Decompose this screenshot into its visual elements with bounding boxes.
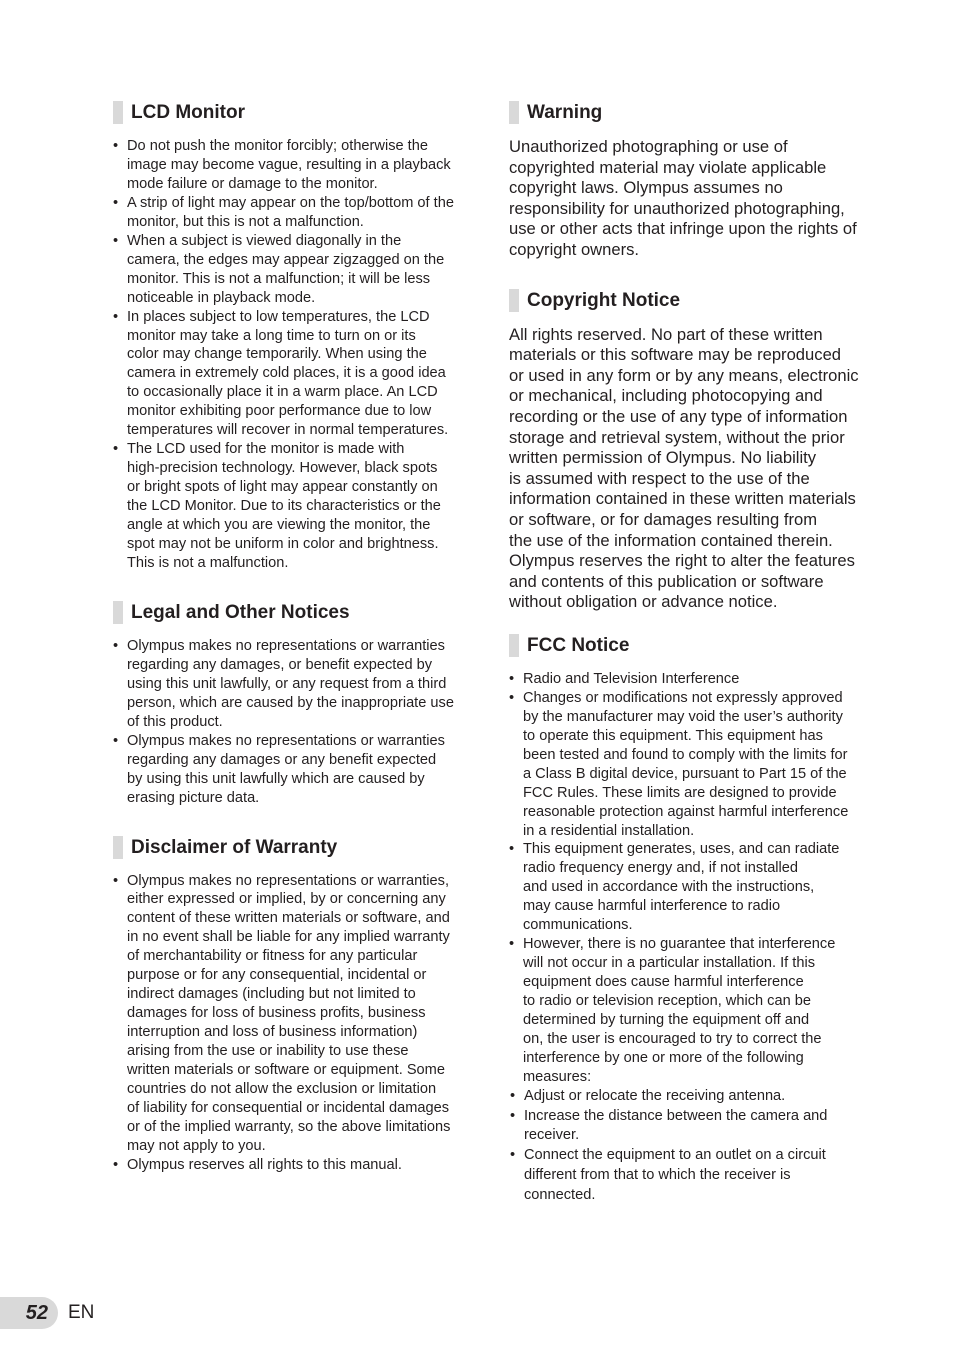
fcc-notice-section xyxy=(509,633,879,1206)
list-item: • The LCD used for the monitor is made with high-precision technology. However, black spots or bright spots of light may appear constantly on the LCD Monitor. Due to its characteristics or the angle at which you are viewing the monitor, the spot may not be uniform in color and brightness. This is not a malfunction. xyxy=(113,440,485,573)
section-heading: Copyright Notice xyxy=(509,288,879,314)
paragraph: Unauthorized photographing or use of copyrighted material may violate applicable copyright laws. Olympus assumes no responsibility for unauthorized photographing, use or other acts that infringe upon the rights of copyright owners. xyxy=(509,137,857,259)
bullet-list xyxy=(113,137,485,573)
section-heading: Warning xyxy=(509,100,879,126)
paragraph: All rights reserved. No part of these written materials or this software may be reproduced or used in any form or by any means, electronic or mechanical, including photocopying and recording or the use of any type of information storage and retrieval system, without the prior written permission of Olympus. No liability is assumed with respect to the use of the information contained in these written materials or software, or for damages resulting from the use of the information contained therein. Olympus reserves the right to alter the features and contents of this publication or software without obligation or advance notice. xyxy=(509,324,859,612)
right-column xyxy=(509,100,879,1233)
copyright-notice-section xyxy=(509,288,879,613)
legal-notices-section xyxy=(113,600,485,808)
list-item: • Olympus makes no representations or warranties regarding any damages or any benefit expected by using this unit lawfully which are caused by erasing picture data. xyxy=(113,732,485,808)
bullet-list xyxy=(113,637,485,808)
sub-bullet-list xyxy=(510,1087,879,1206)
list-item: • Increase the distance between the camera and receiver. xyxy=(510,1107,879,1147)
section-heading: LCD Monitor xyxy=(113,100,485,126)
list-item: • Changes or modifications not expressly approved by the manufacturer may void the user’s authority to operate this equipment. This equipment has been tested and found to comply with the limits for a Class B digital device, pursuant to Part 15 of the FCC Rules. These limits are designed to provide reasonable protection against harmful interference in a residential installation. xyxy=(509,689,879,841)
section-heading: FCC Notice xyxy=(509,633,879,659)
list-item: • A strip of light may appear on the top/bottom of the monitor, but this is not a malfunction. xyxy=(113,194,485,232)
section-heading: Legal and Other Notices xyxy=(113,600,485,626)
bullet-list xyxy=(113,872,485,1175)
page-number-tab xyxy=(0,1297,58,1329)
list-item: • This equipment generates, uses, and can radiate radio frequency energy and, if not installed and used in accordance with the instructions, may cause harmful interference to radio communications. xyxy=(509,840,879,935)
language-code: EN xyxy=(68,1302,95,1323)
bullet-list xyxy=(509,670,879,1087)
left-column xyxy=(113,100,485,1202)
list-item: • Olympus reserves all rights to this manual. xyxy=(113,1156,485,1175)
page-footer xyxy=(0,1297,94,1329)
section-heading: Disclaimer of Warranty xyxy=(113,835,485,861)
list-item: • Adjust or relocate the receiving antenna. xyxy=(510,1087,879,1107)
lcd-monitor-section xyxy=(113,100,485,573)
list-item: • However, there is no guarantee that interference will not occur in a particular installation. If this equipment does cause harmful interference to radio or television reception, which can be determined by turning the equipment off and on, the user is encouraged to try to correct the interference by one or more of the following measures: xyxy=(509,935,879,1087)
list-item: • Olympus makes no representations or warranties, either expressed or implied, by or concerning any content of these written materials or software, and in no event shall be liable for any implied warranty of merchantability or fitness for any particular purpose or for any consequential, incidental or indirect damages (including but not limited to damages for loss of business profits, business interruption and loss of business information) arising from the use or inability to use these written materials or software or equipment. Some countries do not allow the exclusion or limitation of liability for consequential or incidental damages or of the implied warranty, so the above limitations may not apply to you. xyxy=(113,872,485,1156)
page-number: 52 xyxy=(25,1301,48,1324)
list-item: • In places subject to low temperatures, the LCD monitor may take a long time to turn on or its color may change temporarily. When using the camera in extremely cold places, it is a good idea to occasionally place it in a warm place. An LCD monitor exhibiting poor performance due to low temperatures will recover in normal temperatures. xyxy=(113,308,485,441)
list-item: • Connect the equipment to an outlet on a circuit different from that to which the receiver is connected. xyxy=(510,1146,879,1205)
list-item: • Olympus makes no representations or warranties regarding any damages, or benefit expected by using this unit lawfully, or any request from a third person, which are caused by the inappropriate use of this product. xyxy=(113,637,485,732)
list-item: • When a subject is viewed diagonally in the camera, the edges may appear zigzagged on the monitor. This is not a malfunction; it will be less noticeable in playback mode. xyxy=(113,232,485,308)
list-item: • Radio and Television Interference xyxy=(509,670,879,689)
disclaimer-of-warranty-section xyxy=(113,835,485,1175)
list-item: • Do not push the monitor forcibly; otherwise the image may become vague, resulting in a playback mode failure or damage to the monitor. xyxy=(113,137,485,194)
warning-section xyxy=(509,100,879,261)
